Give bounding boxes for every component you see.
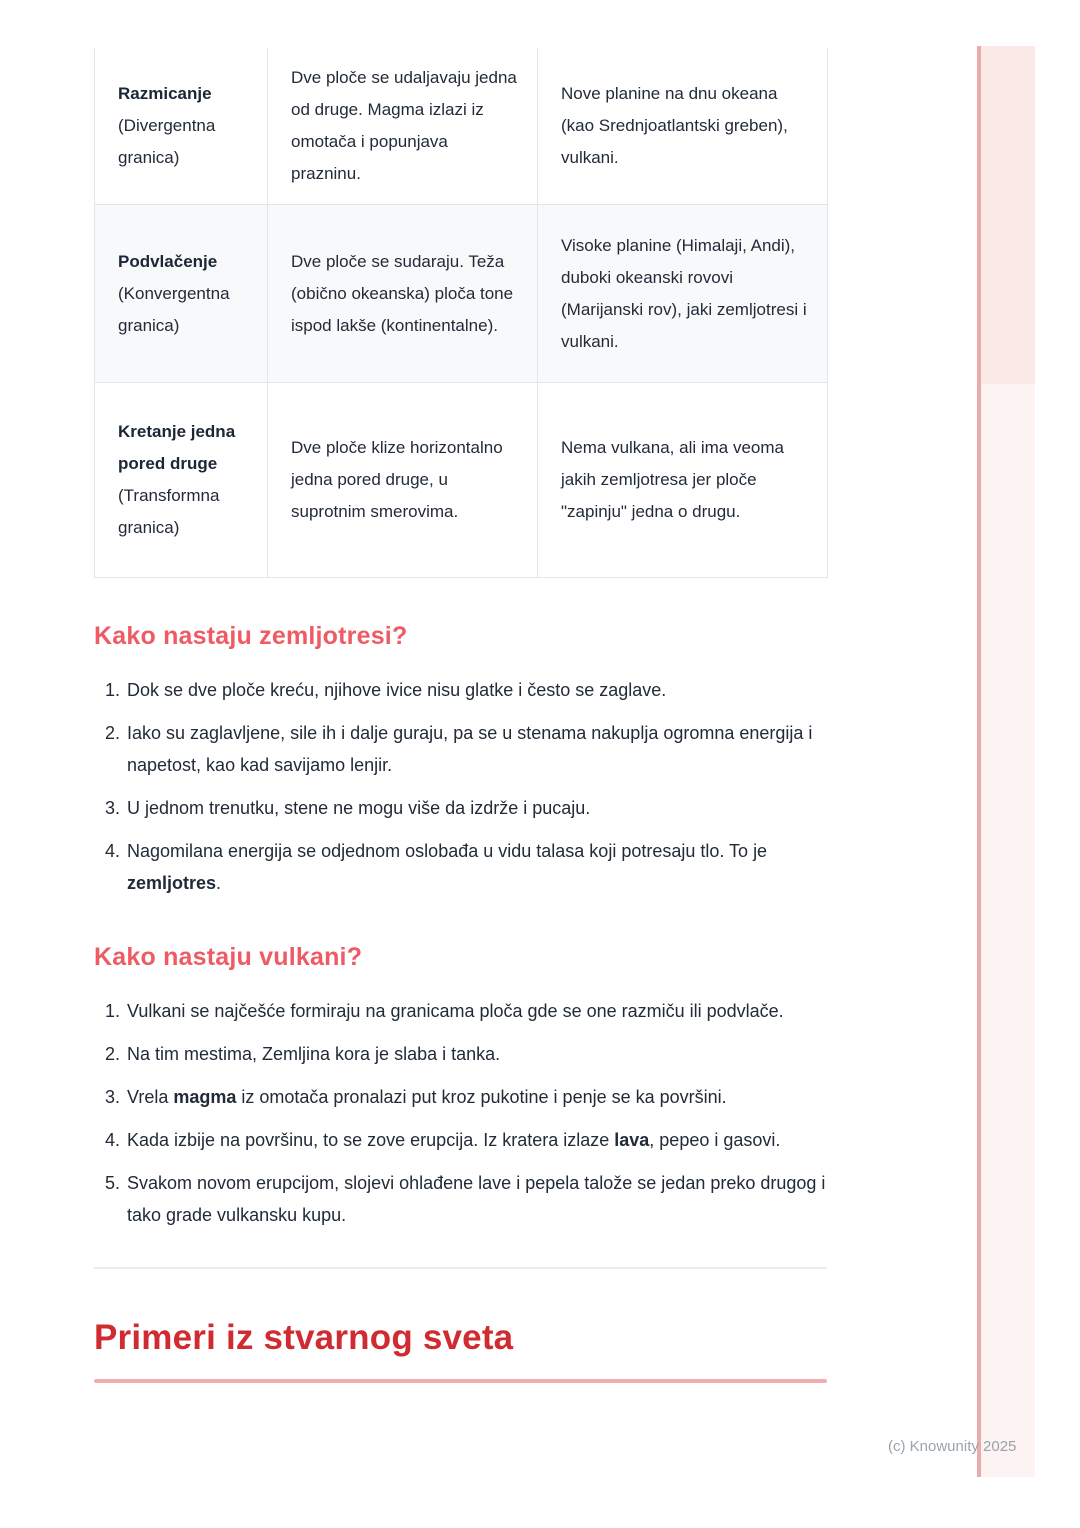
list-item-text: Vrela	[127, 1087, 174, 1107]
result-cell: Nove planine na dnu okeana (kao Srednjoatlantski greben), vulkani.	[538, 48, 828, 205]
term-name: Razmicanje	[118, 84, 212, 103]
plate-boundaries-table	[94, 48, 828, 578]
result-cell: Nema vulkana, ali ima veoma jakih zemljotresa jer ploče "zapinju" jedna o drugu.	[538, 383, 828, 578]
list-item-text: , pepeo i gasovi.	[649, 1130, 781, 1150]
description-cell: Dve ploče klize horizontalno jedna pored druge, u suprotnim smerovima.	[268, 383, 538, 578]
description-cell: Dve ploče se sudaraju. Teža (obično okeanska) ploča tone ispod lakše (kontinentalne).	[268, 205, 538, 383]
table-row	[95, 383, 828, 578]
section-divider	[94, 1267, 827, 1269]
term-cell	[95, 205, 268, 383]
term-detail: (Transformna granica)	[118, 486, 220, 537]
volcanoes-section-heading: Kako nastaju vulkani?	[94, 943, 363, 971]
numbered-list	[94, 674, 827, 899]
list-item-text: Na tim mestima, Zemljina kora je slaba i tanka.	[127, 1044, 501, 1064]
table-row	[95, 48, 828, 205]
list-item-text: Svakom novom erupcijom, slojevi ohlađene lave i pepela talože se jedan preko drugog i tako grade vulkansku kupu.	[127, 1173, 826, 1225]
list-item	[125, 717, 827, 781]
term-name: Podvlačenje	[118, 251, 218, 271]
term-detail: (Konvergentna granica)	[118, 283, 230, 335]
list-item-text: Nagomilana energija se odjednom oslobađa u vidu talasa koji potresaju tlo. To je	[127, 841, 768, 861]
list-item	[125, 835, 827, 899]
term-cell	[95, 48, 268, 205]
term-detail: (Divergentna granica)	[118, 116, 216, 167]
plate-table-body	[95, 48, 828, 578]
list-item-text: Iako su zaglavljene, sile ih i dalje guraju, pa se u stenama nakuplja ogromna energija i napetost, kao kad savijamo lenjir.	[127, 723, 813, 775]
list-item-text: .	[216, 873, 222, 893]
result-cell: Visoke planine (Himalaji, Andi), duboki okeanski rovovi (Marijanski rov), jaki zemljotresi i vulkani.	[538, 205, 828, 383]
page-edge-stripe-bottom	[981, 384, 1035, 1477]
page-edge-stripe-top	[981, 46, 1035, 384]
list-item	[125, 995, 827, 1027]
list-item-text: Dok se dve ploče kreću, njihove ivice nisu glatke i često se zaglave.	[127, 680, 667, 700]
title-underline	[94, 1379, 827, 1383]
page-title: Primeri iz stvarnog sveta	[94, 1318, 514, 1357]
watermark-text: (c) Knowunity 2025	[888, 1438, 1017, 1455]
list-item-text: iz omotača pronalazi put kroz pukotine i penje se ka površini.	[236, 1087, 727, 1107]
bold-term: magma	[173, 1087, 237, 1107]
list-item	[125, 1081, 827, 1113]
list-item-text: U jednom trenutku, stene ne mogu više da izdrže i pucaju.	[127, 798, 591, 818]
numbered-list	[94, 995, 827, 1231]
document-content	[94, 0, 827, 1383]
list-item	[125, 1124, 827, 1156]
list-item	[125, 1167, 827, 1231]
list-item	[125, 792, 827, 824]
bold-term: lava	[614, 1130, 650, 1150]
list-item	[125, 674, 827, 706]
term-name: Kretanje jedna pored druge	[118, 422, 236, 473]
list-item-text: Vulkani se najčešće formiraju na granicama ploča gde se one razmiču ili podvlače.	[127, 1001, 784, 1021]
page-edge-stripe-line	[977, 46, 981, 1477]
description-cell: Dve ploče se udaljavaju jedna od druge. Magma izlazi iz omotača i popunjava prazninu.	[268, 48, 538, 205]
list-item-text: Kada izbije na površinu, to se zove erupcija. Iz kratera izlaze	[127, 1130, 615, 1150]
earthquakes-section-heading: Kako nastaju zemljotresi?	[94, 622, 408, 650]
term-cell	[95, 383, 268, 578]
list-item	[125, 1038, 827, 1070]
bold-term: zemljotres	[127, 873, 217, 893]
table-row	[95, 205, 828, 383]
